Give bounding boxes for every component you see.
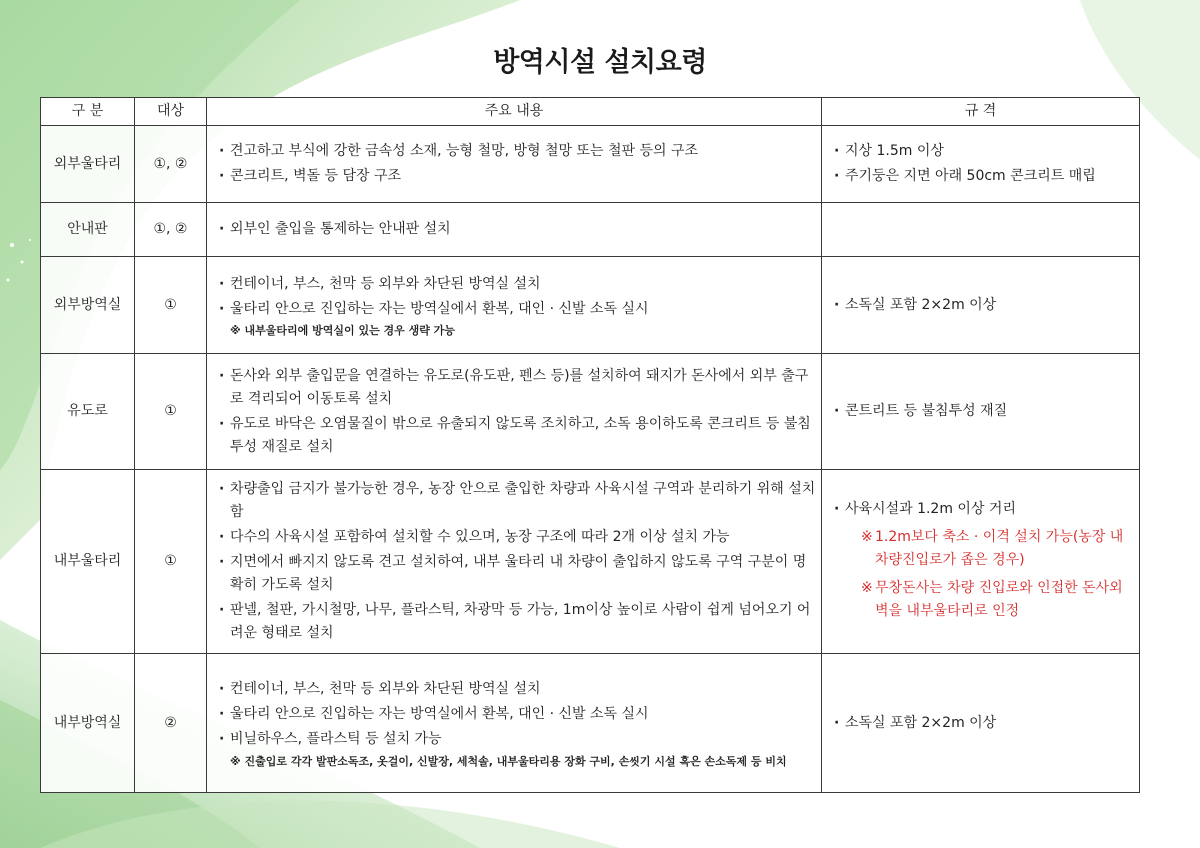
row-content — [207, 654, 822, 793]
content-note: ※ 내부울타리에 방역실이 있는 경우 생략 가능 — [230, 324, 455, 337]
row-category: 안내판 — [41, 203, 135, 257]
row-content — [207, 203, 822, 257]
table-row — [41, 257, 1140, 354]
content-item: · 비닐하우스, 플라스틱 등 설치 가능 — [218, 728, 817, 751]
spec-item: · 사육시설과 1.2m 이상 거리 — [833, 498, 1135, 521]
note-mark: ※ — [861, 528, 873, 545]
table-row — [41, 126, 1140, 203]
quarantine-facility-table — [40, 97, 1140, 793]
row-spec — [822, 257, 1140, 354]
table-row — [41, 203, 1140, 257]
content-item: · 외부인 출입을 통제하는 안내판 설치 — [218, 218, 817, 241]
content-item: · 판넬, 철판, 가시철망, 나무, 플라스틱, 차광막 등 가능, 1m이상 높이로 사람이 쉽게 넘어오기 어려운 형태로 설치 — [218, 599, 817, 645]
row-category: 유도로 — [41, 354, 135, 470]
row-target: ② — [135, 654, 207, 793]
header-spec: 규 격 — [822, 98, 1140, 126]
row-spec — [822, 654, 1140, 793]
row-spec — [822, 470, 1140, 654]
content-note: ※ 진출입로 각각 발판소독조, 옷걸이, 신발장, 세척솔, 내부울타리용 장화 구비, 손씻기 시설 혹은 손소독제 등 비치 — [230, 754, 787, 768]
row-target: ①, ② — [135, 126, 207, 203]
spec-item: · 소독실 포함 2×2m 이상 — [833, 294, 1135, 317]
row-content — [207, 470, 822, 654]
header-target: 대상 — [135, 98, 207, 126]
spec-warning-text: 1.2m보다 축소 · 이격 설치 가능(농장 내 차량진입로가 좁은 경우) — [875, 528, 1124, 568]
spec-warning-text: 무창돈사는 차량 진입로와 인접한 돈사외벽을 내부울타리로 인정 — [875, 579, 1123, 619]
row-content — [207, 126, 822, 203]
page-title: 방역시설 설치요령 — [493, 47, 707, 78]
row-target: ①, ② — [135, 203, 207, 257]
header-category: 구 분 — [41, 98, 135, 126]
row-target: ① — [135, 470, 207, 654]
spec-warning-note — [833, 577, 1135, 623]
row-category: 외부울타리 — [41, 126, 135, 203]
row-content — [207, 354, 822, 470]
spec-item: · 소독실 포함 2×2m 이상 — [833, 712, 1135, 735]
header-content: 주요 내용 — [207, 98, 822, 126]
content-item: · 다수의 사육시설 포함하여 설치할 수 있으며, 농장 구조에 따라 2개 이상 설치 가능 — [218, 526, 817, 549]
content-item: · 견고하고 부식에 강한 금속성 소재, 능형 철망, 방형 철망 또는 철판 등의 구조 — [218, 140, 817, 163]
row-spec — [822, 354, 1140, 470]
spec-item: · 지상 1.5m 이상 — [833, 140, 1135, 163]
spec-item: · 콘트리트 등 불침투성 재질 — [833, 400, 1135, 423]
content-item: · 컨테이너, 부스, 천막 등 외부와 차단된 방역실 설치 — [218, 678, 817, 701]
row-target: ① — [135, 257, 207, 354]
content-item: · 차량출입 금지가 불가능한 경우, 농장 안으로 출입한 차량과 사육시설 구역과 분리하기 위해 설치함 — [218, 478, 817, 524]
table-row — [41, 470, 1140, 654]
row-spec — [822, 126, 1140, 203]
spec-warning-note — [833, 526, 1135, 572]
content-item: · 돈사와 외부 출입문을 연결하는 유도로(유도판, 펜스 등)를 설치하여 돼지가 돈사에서 외부 출구로 격리되어 이동토록 설치 — [218, 365, 817, 411]
content-item: · 유도로 바닥은 오염물질이 밖으로 유출되지 않도록 조치하고, 소독 용이하도록 콘크리트 등 불침투성 재질로 설치 — [218, 413, 817, 459]
row-category: 외부방역실 — [41, 257, 135, 354]
note-mark: ※ — [861, 579, 873, 596]
row-category: 내부울타리 — [41, 470, 135, 654]
table-row — [41, 354, 1140, 470]
content-item: · 지면에서 빠지지 않도록 견고 설치하여, 내부 울타리 내 차량이 출입하지 않도록 구역 구분이 명확히 가도록 설치 — [218, 551, 817, 597]
content-item: · 울타리 안으로 진입하는 자는 방역실에서 환복, 대인 · 신발 소독 실시 — [218, 703, 817, 726]
content-item: · 울타리 안으로 진입하는 자는 방역실에서 환복, 대인 · 신발 소독 실시 — [218, 298, 817, 321]
table-row — [41, 654, 1140, 793]
row-content — [207, 257, 822, 354]
content-item: · 컨테이너, 부스, 천막 등 외부와 차단된 방역실 설치 — [218, 273, 817, 296]
row-target: ① — [135, 354, 207, 470]
table-header-row — [41, 98, 1140, 126]
content-item: · 콘크리트, 벽돌 등 담장 구조 — [218, 165, 817, 188]
row-category: 내부방역실 — [41, 654, 135, 793]
spec-item: · 주기둥은 지면 아래 50cm 콘크리트 매립 — [833, 165, 1135, 188]
row-spec-empty — [822, 203, 1140, 257]
